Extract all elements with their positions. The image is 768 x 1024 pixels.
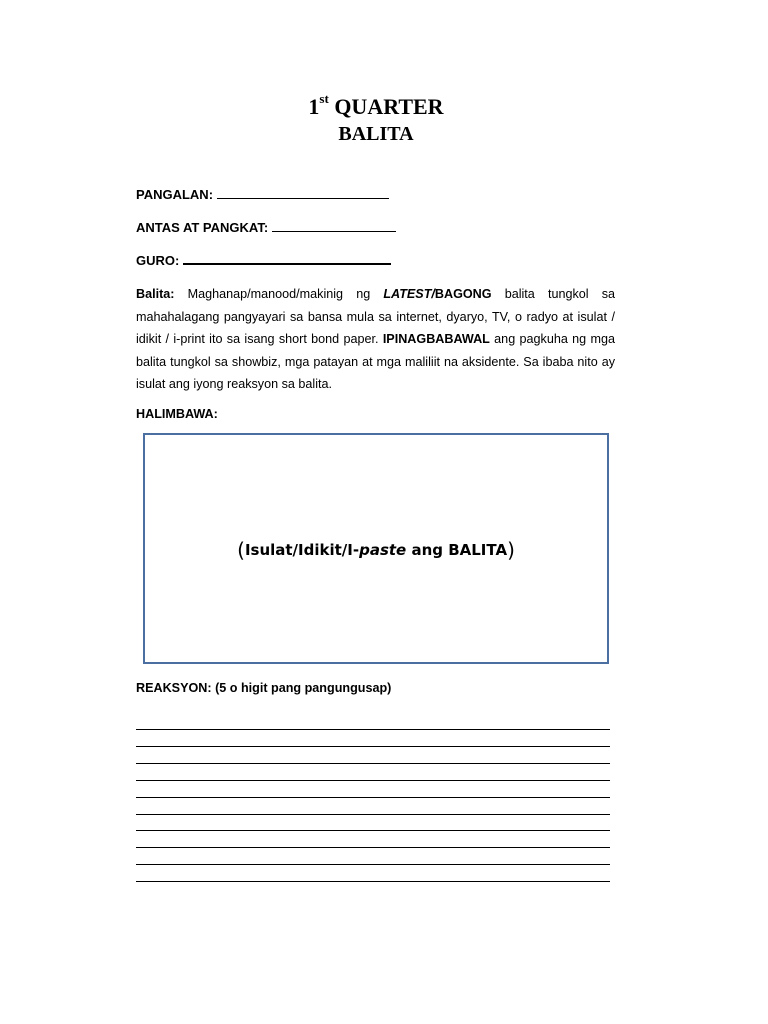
reaction-line[interactable] [136, 881, 610, 882]
reaction-line[interactable] [136, 797, 610, 798]
quarter-word: QUARTER [334, 94, 444, 119]
name-field [136, 186, 389, 203]
reaction-line[interactable] [136, 864, 610, 865]
instructions-part3: ang pagkuha ng mga balita tungkol sa showbiz, mga patayan at mga maliliit na aksidente. Sa ibaba nito ay isulat ang iyong reaksyon sa balita. [136, 332, 615, 391]
instructions-part1: Maghanap/manood/makinig ng [174, 287, 384, 301]
teacher-label: GURO: [136, 253, 180, 268]
grade-section-blank[interactable] [272, 219, 396, 232]
name-label: PANGALAN: [136, 187, 214, 202]
reaction-line[interactable] [136, 763, 610, 764]
open-paren: ( [237, 538, 245, 562]
instructions-paragraph [136, 283, 615, 396]
instructions-part2: balita tungkol sa mahahalagang pangyayari sa bansa mula sa internet, dyaryo, TV, o radyo at isulat / idikit / i-print ito sa isang short bond paper. [136, 287, 615, 346]
grade-section-label: ANTAS AT PANGKAT: [136, 220, 269, 235]
reaction-line[interactable] [136, 746, 610, 747]
page-subtitle: BALITA [338, 123, 414, 145]
name-blank[interactable] [217, 186, 389, 199]
instructions-bagong: BAGONG [434, 287, 492, 301]
news-paste-instruction [145, 538, 607, 562]
example-label: HALIMBAWA: [136, 407, 218, 421]
reaction-line[interactable] [136, 729, 610, 730]
reaction-line[interactable] [136, 780, 610, 781]
quarter-suffix: st [319, 91, 329, 106]
reaction-label: REAKSYON: (5 o higit pang pangungusap) [136, 681, 392, 695]
quarter-number: 1 [308, 94, 320, 119]
reaction-line[interactable] [136, 847, 610, 848]
quarter-title [0, 91, 752, 120]
grade-section-field [136, 219, 396, 236]
box-text-start: Isulat/Idikit/I- [244, 541, 360, 559]
instructions-prohibited: IPINAGBABAWAL [382, 332, 490, 346]
instructions-lead: Balita: [136, 287, 175, 301]
teacher-blank[interactable] [183, 251, 391, 265]
news-paste-box[interactable] [143, 433, 609, 664]
close-paren: ) [507, 538, 515, 562]
instructions-latest: LATEST/ [383, 287, 435, 301]
teacher-field [136, 251, 391, 269]
reaction-line[interactable] [136, 830, 610, 831]
box-text-end: ang BALITA [406, 541, 508, 559]
box-text-italic: paste [359, 541, 407, 559]
reaction-line[interactable] [136, 814, 610, 815]
